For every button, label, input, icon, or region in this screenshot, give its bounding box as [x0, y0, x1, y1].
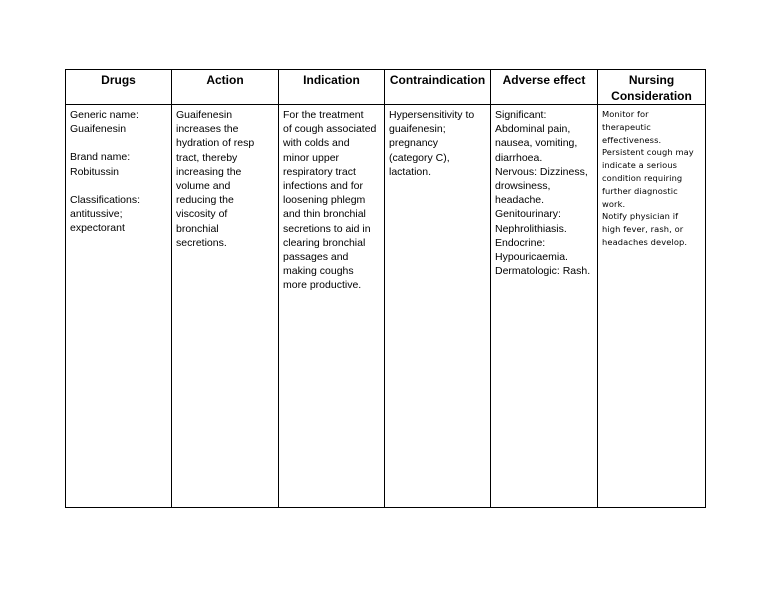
spacer: [70, 136, 168, 150]
action-line: increases the: [176, 123, 239, 136]
nursing-line: effectiveness.: [602, 134, 662, 145]
classification-value: antitussive;: [70, 208, 123, 221]
header-nursing-consideration: Nursing Consideration: [598, 70, 706, 105]
adverse-effect-line: diarrhoea.: [495, 151, 543, 164]
contraindication-line: guaifenesin;: [389, 123, 446, 136]
action-line: increasing the: [176, 165, 242, 178]
indication-line: passages and: [283, 251, 349, 264]
indication-line: and thin bronchial: [283, 208, 366, 221]
adverse-effect-line: Significant:: [495, 109, 547, 121]
nursing-line: high fever, rash, or: [602, 224, 684, 235]
generic-name-label: Generic name:: [70, 109, 139, 121]
action-line: viscosity of: [176, 208, 228, 221]
action-line: volume and: [176, 180, 231, 193]
nursing-line: indicate a serious: [602, 160, 678, 171]
table-row: [66, 105, 706, 508]
indication-line: making coughs: [283, 265, 354, 278]
action-line: tract, thereby: [176, 151, 238, 164]
contraindication-line: Hypersensitivity to: [389, 109, 475, 121]
header-action: Action: [172, 70, 279, 105]
header-indication: Indication: [279, 70, 385, 105]
indication-line: of cough associated: [283, 123, 377, 136]
classification-label: Classifications:: [70, 193, 141, 206]
classification-value: expectorant: [70, 222, 125, 235]
header-row: [66, 70, 706, 105]
action-line: bronchial: [176, 222, 219, 235]
drug-study-table-container: [65, 69, 705, 508]
cell-contraindication: [385, 105, 491, 508]
adverse-effect-line: nausea, vomiting,: [495, 137, 578, 150]
brand-name-label: Brand name:: [70, 151, 131, 164]
cell-action: [172, 105, 279, 508]
indication-line: For the treatment: [283, 109, 364, 121]
adverse-effect-line: Endocrine:: [495, 236, 546, 249]
contraindication-line: lactation.: [389, 165, 432, 178]
nursing-line: headaches develop.: [602, 236, 688, 247]
header-contraindication: Contraindication: [385, 70, 491, 105]
adverse-effect-line: Genitourinary:: [495, 208, 561, 221]
adverse-effect-line: headache.: [495, 194, 545, 207]
nursing-line: further diagnostic: [602, 185, 678, 196]
generic-name-value: Guaifenesin: [70, 123, 127, 136]
adverse-effect-line: drowsiness,: [495, 180, 551, 193]
nursing-line: therapeutic: [602, 121, 651, 132]
adverse-effect-line: Dermatologic: Rash.: [495, 265, 591, 278]
brand-name-value: Robitussin: [70, 165, 120, 178]
indication-line: minor upper: [283, 151, 340, 164]
contraindication-line: pregnancy: [389, 137, 439, 150]
indication-line: with colds and: [283, 137, 350, 150]
action-line: secretions.: [176, 236, 227, 249]
nursing-line: Persistent cough may: [602, 147, 694, 158]
action-line: hydration of resp: [176, 137, 255, 150]
action-line: reducing the: [176, 194, 234, 207]
cell-adverse-effect: [491, 105, 598, 508]
header-adverse-effect: Adverse effect: [491, 70, 598, 105]
indication-line: loosening phlegm: [283, 194, 366, 207]
cell-drugs: [66, 105, 172, 508]
indication-line: respiratory tract: [283, 165, 356, 178]
contraindication-line: (category C),: [389, 151, 450, 164]
nursing-line: Monitor for: [602, 109, 649, 119]
nursing-line: work.: [602, 198, 626, 209]
adverse-effect-line: Hypouricaemia.: [495, 251, 568, 264]
action-line: Guaifenesin: [176, 109, 233, 121]
cell-nursing-consideration: [598, 105, 706, 508]
adverse-effect-line: Abdominal pain,: [495, 123, 571, 136]
cell-indication: [279, 105, 385, 508]
adverse-effect-line: Nephrolithiasis.: [495, 222, 567, 235]
drug-study-table: [65, 69, 706, 508]
nursing-line: condition requiring: [602, 172, 683, 183]
nursing-line: Notify physician if: [602, 211, 679, 222]
spacer: [70, 179, 168, 193]
indication-line: clearing bronchial: [283, 236, 366, 249]
indication-line: infections and for: [283, 180, 363, 193]
indication-line: secretions to aid in: [283, 222, 371, 235]
indication-line: more productive.: [283, 279, 362, 292]
adverse-effect-line: Nervous: Dizziness,: [495, 165, 588, 178]
header-drugs: Drugs: [66, 70, 172, 105]
